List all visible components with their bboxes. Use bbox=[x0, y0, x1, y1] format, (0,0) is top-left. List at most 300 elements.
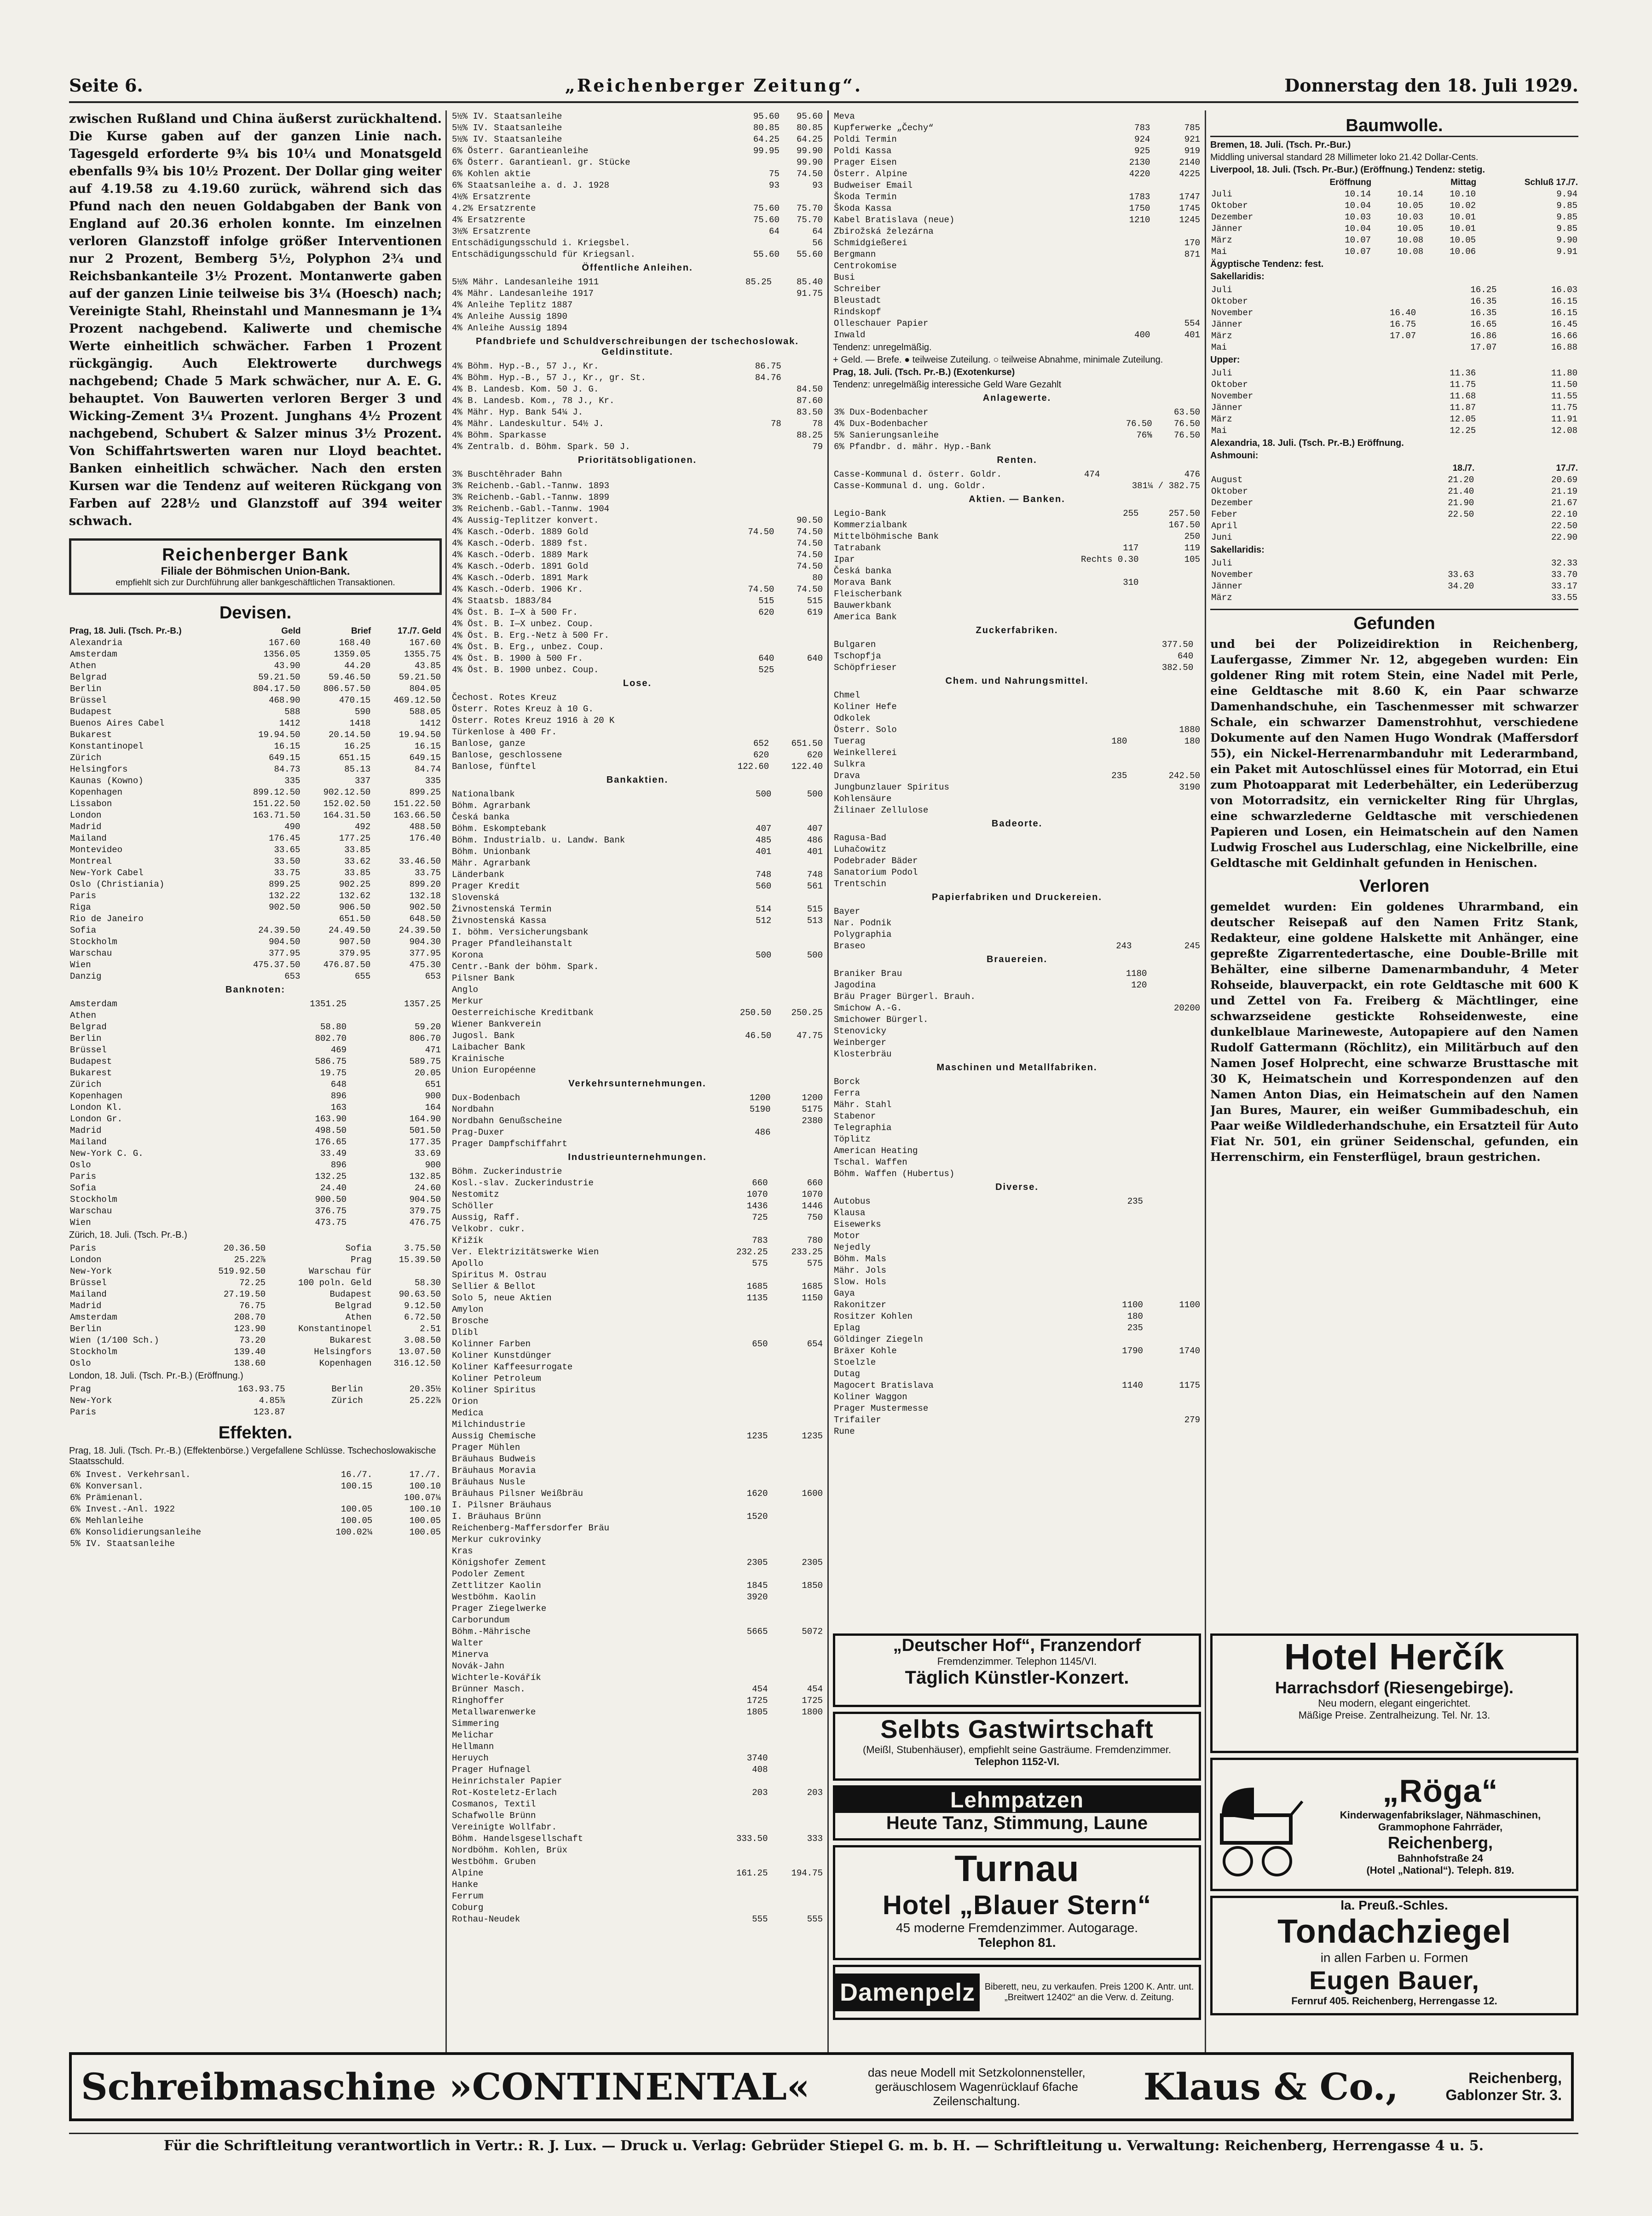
row-value bbox=[727, 629, 775, 641]
row-value bbox=[768, 1476, 824, 1488]
table-row bbox=[69, 936, 442, 947]
row-label: 6% Österr. Garantieanleihe bbox=[452, 145, 589, 156]
row-value bbox=[1090, 689, 1128, 701]
row-label: Oslo (Christiania) bbox=[70, 879, 165, 889]
row-value bbox=[1087, 1218, 1144, 1230]
row-label: Böhm. Agrarbank bbox=[452, 800, 531, 811]
table-row bbox=[451, 1522, 824, 1534]
table-row bbox=[451, 1338, 824, 1350]
row-label: 4% Aussig-Teplitzer konvert. bbox=[452, 515, 599, 525]
row-label: Mittelböhmische Bank bbox=[834, 531, 939, 542]
row-value bbox=[1105, 1048, 1148, 1060]
table-row bbox=[69, 683, 442, 694]
row-value: 180 bbox=[1111, 736, 1127, 746]
row-value: 590 bbox=[355, 706, 371, 717]
row-label: Budapest bbox=[70, 706, 112, 717]
row-value: 170 bbox=[1184, 237, 1200, 248]
row-value: 655 bbox=[355, 971, 371, 981]
row-value: 20200 bbox=[1173, 1003, 1200, 1013]
row-value bbox=[1105, 1025, 1148, 1037]
row-value: 177.35 bbox=[409, 1137, 441, 1147]
row-value bbox=[772, 961, 824, 972]
row-value: 1800 bbox=[802, 1707, 823, 1717]
deutscher-hof-sub: Fremdenzimmer. Telephon 1145/VI. bbox=[937, 1656, 1097, 1667]
row-value: 203 bbox=[752, 1787, 768, 1798]
table-row bbox=[451, 1856, 824, 1867]
row-value bbox=[768, 1879, 824, 1890]
liverpool-head-noon: Mittag bbox=[1450, 178, 1477, 187]
row-value: 180 bbox=[1127, 1311, 1143, 1322]
table-row bbox=[833, 122, 1201, 133]
bank-note: empfiehlt sich zur Durchführung aller bankgeschäftlichen Transaktionen. bbox=[116, 578, 395, 588]
row-value: 59.21.50 bbox=[258, 672, 300, 682]
table-row bbox=[833, 1195, 1201, 1207]
row-value bbox=[714, 1902, 768, 1913]
table-row bbox=[451, 1223, 824, 1235]
row-value bbox=[1101, 237, 1151, 248]
row-label: Mailand bbox=[70, 1289, 107, 1299]
table-row bbox=[1210, 318, 1578, 330]
row-label: Schöller bbox=[452, 1200, 494, 1211]
row-value bbox=[775, 629, 824, 641]
table-row bbox=[451, 1580, 824, 1591]
row-label: Eisewerks bbox=[834, 1219, 881, 1229]
row-value bbox=[721, 926, 773, 938]
badeorte-table bbox=[833, 832, 1201, 889]
row-value bbox=[1128, 804, 1201, 816]
table-row bbox=[451, 583, 824, 595]
gefunden-text: und bei der Polizeidirektion in Reichenberg, Laufergasse, Zimmer Nr. 12, abgegeben wurden: Ein goldener Ring mit rotem Stein, eine Nadel mit Perle, eine Geldtasche mit 8.60 K, ein Paar schwarze Damenhandschuhe, ein Taschenmesser mit schwarzer Schale, ein schwarzer Damenstrohhut, verschiedene Dokumente auf den Namen Hugo Wondrak (Maffersdorf 55), ein Nickel-Herrenarmbanduhr mit Lederarmband, ein Paket mit Autoschlüssel eines für Motorrad, ein Etui zum Photoapparat mit Lederbehälter, ein Lederüberzug von Motorradsitz, ein vernickelter Ring für Uhrglas, eine schwarzlederne Geldtasche mit verschiedenen Papieren und Losen, ein Heimatschein auf den Namen Ludwig Froschel aus Luderschlag, eine Nickelbrille, eine Geldtasche mit Geldinhalt gefunden in Henischen. bbox=[1210, 637, 1578, 870]
table-row bbox=[69, 752, 442, 763]
row-value: 649.15 bbox=[269, 752, 300, 763]
row-value bbox=[719, 1138, 771, 1149]
row-value: Bukarest bbox=[329, 1335, 372, 1345]
row-value: 74.50 bbox=[748, 584, 774, 594]
row-label: Inwald bbox=[834, 329, 866, 340]
row-value bbox=[1144, 1207, 1201, 1218]
row-label: 5% Sanierungsanleihe bbox=[834, 430, 939, 440]
table-row bbox=[451, 179, 824, 191]
table-row bbox=[69, 1469, 442, 1480]
row-value: 99.90 bbox=[796, 145, 823, 156]
row-value bbox=[1101, 110, 1151, 122]
row-value bbox=[714, 1384, 768, 1396]
table-row bbox=[1210, 379, 1578, 390]
row-value: 16.15 bbox=[1551, 296, 1577, 306]
row-value: 1359.05 bbox=[334, 649, 371, 659]
table-row bbox=[69, 1300, 442, 1311]
row-value bbox=[768, 1350, 824, 1361]
row-label: Kommerzialbank bbox=[834, 519, 907, 530]
row-value: Prag bbox=[351, 1254, 372, 1265]
row-value bbox=[771, 1138, 824, 1149]
prioritaeten-table bbox=[451, 468, 824, 675]
row-value: 381¼ / 382.75 bbox=[1132, 480, 1200, 491]
row-value bbox=[775, 664, 824, 675]
row-value bbox=[1087, 1368, 1144, 1379]
table-row bbox=[69, 901, 442, 913]
row-label: Oktober bbox=[1211, 296, 1248, 306]
row-value bbox=[768, 1269, 824, 1281]
row-value: 1783 bbox=[1129, 191, 1150, 202]
row-value: 10.03 bbox=[1397, 212, 1424, 222]
row-label: 6% Mehlanleihe bbox=[70, 1515, 144, 1526]
row-value: 1725 bbox=[746, 1695, 768, 1706]
row-label: Bukarest bbox=[70, 729, 112, 740]
row-value bbox=[772, 892, 824, 903]
row-value: 6.72.50 bbox=[404, 1312, 441, 1322]
table-row bbox=[69, 913, 442, 924]
row-value bbox=[768, 1902, 824, 1913]
row-value bbox=[1101, 317, 1151, 329]
turnau-title: Turnau bbox=[954, 1848, 1080, 1889]
row-label: Dlíbl bbox=[452, 1327, 479, 1338]
table-row bbox=[69, 671, 442, 683]
tondach-l1: in allen Farben u. Formen bbox=[1320, 1951, 1468, 1965]
table-row bbox=[69, 1079, 442, 1090]
table-row bbox=[833, 866, 1201, 878]
continental-brand: Schreibmaschine »CONTINENTAL« bbox=[81, 2065, 810, 2108]
row-value bbox=[1030, 531, 1140, 542]
row-value bbox=[1087, 1207, 1144, 1218]
row-label: Brüssel bbox=[70, 1045, 107, 1055]
row-label: 4% Kasch.-Oderb. 1889 Mark bbox=[452, 549, 589, 560]
table-row bbox=[69, 878, 442, 890]
row-value bbox=[768, 1304, 824, 1315]
row-value: 33.50 bbox=[274, 856, 300, 866]
devisen-head-brief: Brief bbox=[351, 626, 371, 636]
row-value: 11.75 bbox=[1551, 402, 1577, 413]
row-value: 139.40 bbox=[234, 1346, 266, 1357]
row-value bbox=[721, 1018, 773, 1030]
row-value: 80 bbox=[812, 572, 823, 583]
row-value: 24.39.50 bbox=[399, 925, 441, 935]
zucker-heading: Zuckerfabriken. bbox=[976, 625, 1058, 635]
table-row bbox=[69, 1323, 442, 1334]
row-label: America Bank bbox=[834, 612, 897, 622]
row-value: 10.08 bbox=[1397, 235, 1424, 245]
row-value: 806.70 bbox=[409, 1033, 441, 1044]
row-value bbox=[1101, 248, 1151, 260]
column-rule bbox=[445, 110, 447, 2052]
row-label: Slovenská bbox=[452, 892, 499, 903]
row-label: 6% Kohlen aktie bbox=[452, 168, 531, 179]
row-value bbox=[1139, 565, 1201, 577]
row-label: Amsterdam bbox=[70, 649, 117, 659]
row-value bbox=[737, 191, 780, 202]
devisen-table bbox=[69, 626, 442, 982]
row-label: Wien bbox=[70, 1217, 91, 1228]
row-label: Hanke bbox=[452, 1879, 479, 1890]
row-value: 243 bbox=[1116, 941, 1132, 951]
row-value: 20.35½ bbox=[409, 1384, 441, 1394]
row-value: 921 bbox=[1184, 134, 1200, 144]
row-label: 4.2% Ersatzrente bbox=[452, 203, 536, 214]
table-row bbox=[69, 959, 442, 970]
sakel2-heading: Sakellaridis: bbox=[1210, 545, 1265, 555]
row-value: 87.60 bbox=[796, 395, 823, 406]
row-value: 1747 bbox=[1179, 191, 1200, 202]
row-label: Kopenhagen bbox=[70, 1091, 123, 1101]
row-value bbox=[1194, 662, 1201, 673]
row-value: 76.50 bbox=[1173, 430, 1200, 440]
row-label: Živnostenská Termin bbox=[452, 904, 552, 914]
row-label: Montreal bbox=[70, 856, 112, 866]
table-row bbox=[451, 1373, 824, 1384]
table-row bbox=[69, 1021, 442, 1033]
row-value bbox=[768, 1384, 824, 1396]
row-value bbox=[1105, 1014, 1148, 1025]
row-label: Ragusa-Bad bbox=[834, 832, 887, 843]
table-row bbox=[833, 133, 1201, 145]
aktien-banken-heading: Aktien. — Banken. bbox=[969, 494, 1065, 504]
row-value: 1845 bbox=[746, 1580, 768, 1591]
row-label: Bergmann bbox=[834, 249, 876, 260]
row-value bbox=[1087, 1276, 1144, 1287]
table-row bbox=[833, 294, 1201, 306]
row-value: 33.63 bbox=[1448, 569, 1474, 580]
row-value bbox=[1194, 866, 1201, 878]
table-row bbox=[833, 1218, 1201, 1230]
table-row bbox=[1210, 485, 1578, 497]
row-value: 16./7. bbox=[341, 1469, 373, 1480]
row-value bbox=[727, 572, 775, 583]
table-row bbox=[833, 1230, 1201, 1241]
row-value bbox=[1151, 306, 1201, 317]
row-label: 5% IV. Staatsanleihe bbox=[70, 1538, 175, 1549]
row-value bbox=[373, 1538, 442, 1549]
table-row bbox=[451, 1787, 824, 1798]
ashm-head-today: 18./7. bbox=[1452, 463, 1475, 473]
row-value: 653 bbox=[284, 971, 300, 981]
row-value bbox=[1101, 260, 1151, 271]
table-row bbox=[451, 1614, 824, 1626]
row-label: Klausa bbox=[834, 1207, 866, 1218]
row-value bbox=[721, 972, 773, 984]
table-row bbox=[451, 1729, 824, 1741]
row-label: Böhm. Mals bbox=[834, 1253, 887, 1264]
row-label: März bbox=[1211, 592, 1232, 603]
row-value: 4.85⅞ bbox=[259, 1395, 285, 1406]
row-value: 640 bbox=[807, 653, 823, 664]
row-value: 16.66 bbox=[1551, 330, 1577, 341]
row-label: Metallwarenwerke bbox=[452, 1707, 536, 1717]
row-label: Westböhm. Kaolin bbox=[452, 1592, 536, 1602]
row-value bbox=[1372, 531, 1475, 543]
row-label: Jänner bbox=[1211, 319, 1243, 329]
table-row bbox=[69, 637, 442, 648]
row-label: 4% Dux-Bodenbacher bbox=[834, 418, 929, 429]
row-value bbox=[722, 322, 773, 334]
row-value: 167.50 bbox=[1168, 519, 1200, 530]
row-value: 16.35 bbox=[1470, 307, 1497, 318]
row-value: 904.30 bbox=[409, 936, 441, 947]
row-value: 11.87 bbox=[1450, 402, 1476, 413]
row-value: 804.05 bbox=[409, 683, 441, 694]
row-label: 4% Mähr. Landeskultur. 54½ J. bbox=[452, 418, 604, 429]
row-value: 1745 bbox=[1179, 203, 1200, 214]
table-row bbox=[833, 168, 1201, 179]
legend-line: + Geld. — Brefe. ● teilweise Zuteilung. ○ teilweise Abnahme, minimale Zuteilung. bbox=[833, 355, 1163, 365]
row-value: 21.90 bbox=[1448, 497, 1474, 508]
row-value: 376.75 bbox=[315, 1206, 347, 1216]
row-value: 473.75 bbox=[315, 1217, 347, 1228]
row-value: 748 bbox=[756, 869, 772, 880]
row-value: 123.90 bbox=[234, 1323, 266, 1334]
table-row bbox=[833, 1402, 1201, 1414]
row-value bbox=[1087, 1287, 1144, 1299]
row-label: Schreiber bbox=[834, 283, 881, 294]
table-row bbox=[451, 1798, 824, 1810]
table-row bbox=[451, 926, 824, 938]
row-value: 475.30 bbox=[409, 959, 441, 970]
row-label: Juni bbox=[1211, 532, 1232, 542]
row-label: Drava bbox=[834, 770, 861, 781]
table-row bbox=[451, 1660, 824, 1672]
row-value: 783 bbox=[1134, 122, 1150, 133]
row-label: August bbox=[1211, 474, 1243, 485]
row-value: 12.25 bbox=[1450, 425, 1476, 436]
row-value bbox=[768, 1442, 824, 1453]
row-value bbox=[721, 1041, 773, 1053]
row-value bbox=[1144, 1287, 1201, 1299]
row-value: 1356.05 bbox=[263, 649, 300, 659]
table-row bbox=[451, 823, 824, 834]
row-value bbox=[1090, 701, 1128, 712]
table-row bbox=[69, 947, 442, 959]
row-value: 3190 bbox=[1179, 782, 1200, 792]
row-label: November bbox=[1211, 307, 1253, 318]
selbts-title: Selbts Gastwirtschaft bbox=[880, 1714, 1154, 1743]
continental-firm: Klaus & Co., bbox=[1143, 2065, 1398, 2108]
page-header bbox=[69, 69, 1578, 103]
row-label: Coburg bbox=[452, 1902, 484, 1913]
damenpelz-ad bbox=[833, 1965, 1201, 2020]
table-row bbox=[833, 237, 1201, 248]
row-label: Prager Kredit bbox=[452, 881, 520, 891]
table-row bbox=[833, 1133, 1201, 1145]
row-value: 10.14 bbox=[1345, 189, 1371, 199]
roega-l1: Kinderwagenfabrikslager, Nähmaschinen, Grammophone Fahrräder, bbox=[1340, 1809, 1541, 1833]
table-row bbox=[69, 1357, 442, 1369]
row-value bbox=[768, 1396, 824, 1407]
row-label: 6% Österr. Garantieanl. gr. Stücke bbox=[452, 157, 630, 167]
table-row bbox=[69, 706, 442, 717]
row-value bbox=[1151, 294, 1201, 306]
row-value bbox=[1139, 577, 1201, 588]
row-label: 4% Böhm. Hyp.-B., 57 J., Kr. bbox=[452, 361, 599, 371]
row-value: 80.85 bbox=[796, 122, 823, 133]
row-value bbox=[727, 549, 775, 560]
table-row bbox=[451, 846, 824, 857]
row-label: Mai bbox=[1211, 246, 1227, 257]
table-row bbox=[451, 1718, 824, 1729]
pram-icon bbox=[1213, 1769, 1305, 1880]
row-label: London bbox=[70, 1254, 102, 1265]
table-row bbox=[69, 1067, 442, 1079]
table-row bbox=[451, 480, 824, 491]
row-value bbox=[1128, 758, 1201, 770]
table-row bbox=[833, 1110, 1201, 1122]
banknoten-table bbox=[69, 998, 442, 1228]
table-row bbox=[451, 1030, 824, 1041]
table-row bbox=[451, 703, 824, 715]
row-label: Prag bbox=[70, 1384, 91, 1394]
row-value bbox=[1190, 1168, 1196, 1179]
row-value: 12.08 bbox=[1551, 425, 1577, 436]
table-row bbox=[833, 1379, 1201, 1391]
row-value: 1436 bbox=[746, 1200, 768, 1211]
tondach-top: la. Preuß.-Schles. bbox=[1340, 1898, 1448, 1912]
row-value bbox=[1144, 1356, 1201, 1368]
row-value: 514 bbox=[756, 904, 772, 914]
turnau-line1: 45 moderne Fremdenzimmer. Autogarage. bbox=[895, 1921, 1138, 1935]
row-value: 1245 bbox=[1179, 214, 1200, 225]
row-label: Warschau bbox=[70, 948, 112, 958]
row-value: 407 bbox=[807, 823, 823, 834]
table-row bbox=[451, 360, 824, 372]
row-value: 10.03 bbox=[1345, 212, 1371, 222]
row-value bbox=[1087, 1241, 1144, 1253]
table-row bbox=[833, 1002, 1201, 1014]
table-row bbox=[451, 1166, 824, 1177]
row-label: Brosche bbox=[452, 1316, 489, 1326]
row-value bbox=[1369, 402, 1375, 413]
row-value: 3920 bbox=[746, 1592, 768, 1602]
row-value: 725 bbox=[752, 1212, 768, 1223]
alexandria-heading: Alexandria, 18. Juli. (Tsch. Pr.-B.) Eröffnung. bbox=[1210, 438, 1404, 448]
sakel2-table bbox=[1210, 557, 1578, 603]
table-row bbox=[69, 1515, 442, 1526]
row-value bbox=[1148, 1048, 1201, 1060]
table-row bbox=[451, 560, 824, 572]
row-value: 75.60 bbox=[753, 203, 780, 214]
row-value: 194.75 bbox=[791, 1868, 823, 1878]
row-label: Bauwerkbank bbox=[834, 600, 892, 611]
row-label: Stockholm bbox=[70, 936, 117, 947]
row-label: Böhm. Waffen (Hubertus) bbox=[834, 1168, 955, 1179]
row-value: 1100 bbox=[1122, 1299, 1143, 1310]
row-value bbox=[1336, 295, 1417, 307]
row-label: Solo 5, neue Aktien bbox=[452, 1293, 552, 1303]
liverpool-head-open: Eröffnung bbox=[1329, 178, 1372, 187]
row-value bbox=[1186, 843, 1193, 855]
table-row bbox=[833, 145, 1201, 156]
row-value: 648 bbox=[330, 1079, 347, 1090]
ashm-head-month bbox=[1210, 463, 1372, 474]
table-row bbox=[451, 1103, 824, 1115]
row-value bbox=[714, 1522, 768, 1534]
reichenberger-bank-box bbox=[69, 538, 442, 595]
row-value bbox=[1087, 1414, 1144, 1425]
row-value: 176.65 bbox=[315, 1137, 347, 1147]
row-value bbox=[770, 703, 824, 715]
table-row bbox=[451, 395, 824, 406]
row-value bbox=[1128, 689, 1201, 701]
row-value bbox=[1144, 1253, 1201, 1264]
row-value: 804.17.50 bbox=[253, 683, 300, 694]
row-label: Kaunas (Kowno) bbox=[70, 775, 144, 786]
row-value bbox=[1372, 592, 1475, 603]
tendenz-line: Tendenz: unregelmäßig. bbox=[833, 342, 932, 352]
table-row bbox=[1210, 284, 1578, 295]
table-row bbox=[833, 689, 1201, 701]
table-row bbox=[451, 1384, 824, 1396]
row-label: Kosl.-slav. Zuckerindustrie bbox=[452, 1177, 594, 1188]
table-row bbox=[833, 542, 1201, 554]
row-label: Mailand bbox=[70, 1137, 107, 1147]
row-value bbox=[1190, 1076, 1196, 1087]
